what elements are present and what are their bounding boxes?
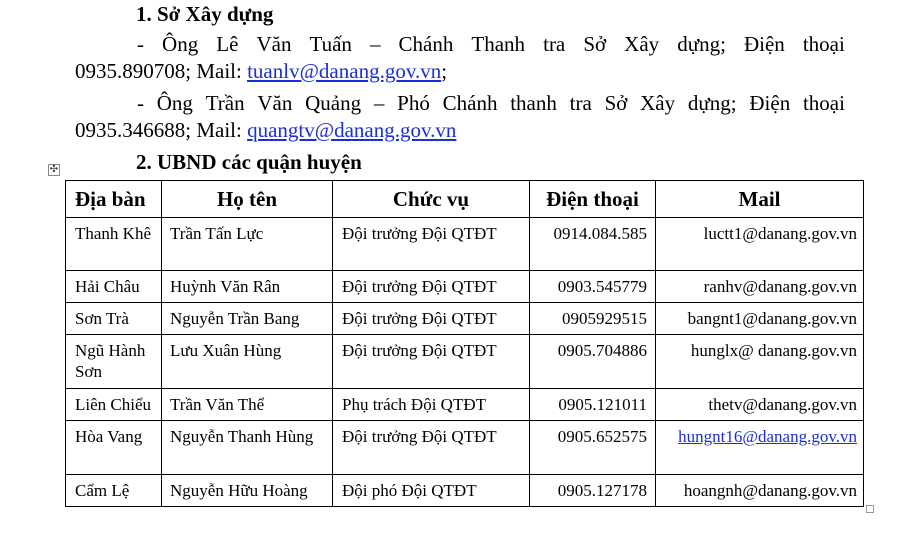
cell-position: Đội trưởng Đội QTĐT — [333, 218, 530, 271]
cell-name: Trần Văn Thể — [162, 389, 333, 421]
column-header-phone: Điện thoại — [530, 181, 656, 218]
table-row — [66, 421, 864, 475]
cell-mail: hunglx@ danang.gov.vn — [656, 335, 864, 389]
column-header-name: Họ tên — [162, 181, 333, 218]
email-link[interactable]: quangtv@danang.gov.vn — [247, 118, 457, 142]
cell-phone: 0914.084.585 — [530, 218, 656, 271]
cell-mail: hoangnh@danang.gov.vn — [656, 475, 864, 507]
cell-position: Đội phó Đội QTĐT — [333, 475, 530, 507]
cell-position: Đội trưởng Đội QTĐT — [333, 271, 530, 303]
contact-paragraph-2 — [75, 90, 845, 144]
cell-phone: 0905.121011 — [530, 389, 656, 421]
cell-area: Sơn Trà — [66, 303, 162, 335]
contact-phone-text: 0935.890708; Mail: — [75, 59, 248, 83]
column-header-mail: Mail — [656, 181, 864, 218]
table-row — [66, 475, 864, 507]
cell-name: Lưu Xuân Hùng — [162, 335, 333, 389]
cell-name: Huỳnh Văn Rân — [162, 271, 333, 303]
table-row — [66, 335, 864, 389]
section-heading-so-xay-dung: 1. Sở Xây dựng — [136, 2, 274, 26]
cell-position: Đội trưởng Đội QTĐT — [333, 421, 530, 475]
cell-name: Trần Tấn Lực — [162, 218, 333, 271]
table-header-row — [66, 181, 864, 218]
contact-line-2 — [75, 117, 845, 144]
column-header-area: Địa bàn — [66, 181, 162, 218]
cell-position: Phụ trách Đội QTĐT — [333, 389, 530, 421]
email-link[interactable]: tuanlv@danang.gov.vn — [247, 59, 442, 83]
cell-name: Nguyễn Hữu Hoàng — [162, 475, 333, 507]
cell-name: Nguyễn Thanh Hùng — [162, 421, 333, 475]
column-header-position: Chức vụ — [333, 181, 530, 218]
cell-mail: bangnt1@danang.gov.vn — [656, 303, 864, 335]
contact-line-1: - Ông Lê Văn Tuấn – Chánh Thanh tra Sở Xây dựng; Điện thoại — [137, 32, 845, 56]
table-resize-handle[interactable] — [866, 505, 874, 513]
cell-area: Hòa Vang — [66, 421, 162, 475]
contact-suffix: ; — [441, 59, 448, 83]
contact-line-1: - Ông Trần Văn Quảng – Phó Chánh thanh tra Sở Xây dựng; Điện thoại — [137, 91, 845, 115]
contacts-table — [65, 180, 864, 507]
cell-position: Đội trưởng Đội QTĐT — [333, 335, 530, 389]
cell-phone: 0905.652575 — [530, 421, 656, 475]
cell-mail: luctt1@danang.gov.vn — [656, 218, 864, 271]
contact-phone-text: 0935.346688; Mail: — [75, 118, 248, 142]
contact-paragraph-1 — [75, 31, 845, 85]
cell-area: Liên Chiểu — [66, 389, 162, 421]
section-heading-ubnd: 2. UBND các quận huyện — [136, 150, 362, 174]
table-row — [66, 389, 864, 421]
cell-position: Đội trưởng Đội QTĐT — [333, 303, 530, 335]
cell-name: Nguyễn Trần Bang — [162, 303, 333, 335]
cell-phone: 0903.545779 — [530, 271, 656, 303]
table-row — [66, 218, 864, 271]
table-move-handle-icon[interactable]: ✣ — [49, 164, 59, 175]
cell-area: Hải Châu — [66, 271, 162, 303]
cell-area: Ngũ Hành Sơn — [66, 335, 162, 389]
table-row — [66, 271, 864, 303]
cell-area: Thanh Khê — [66, 218, 162, 271]
contact-line-2 — [75, 58, 845, 85]
cell-phone: 0905929515 — [530, 303, 656, 335]
cell-phone: 0905.127178 — [530, 475, 656, 507]
table-row — [66, 303, 864, 335]
cell-mail: thetv@danang.gov.vn — [656, 389, 864, 421]
cell-area: Cẩm Lệ — [66, 475, 162, 507]
cell-mail — [656, 421, 864, 475]
cell-mail: ranhv@danang.gov.vn — [656, 271, 864, 303]
email-link[interactable]: hungnt16@danang.gov.vn — [678, 427, 857, 446]
cell-phone: 0905.704886 — [530, 335, 656, 389]
